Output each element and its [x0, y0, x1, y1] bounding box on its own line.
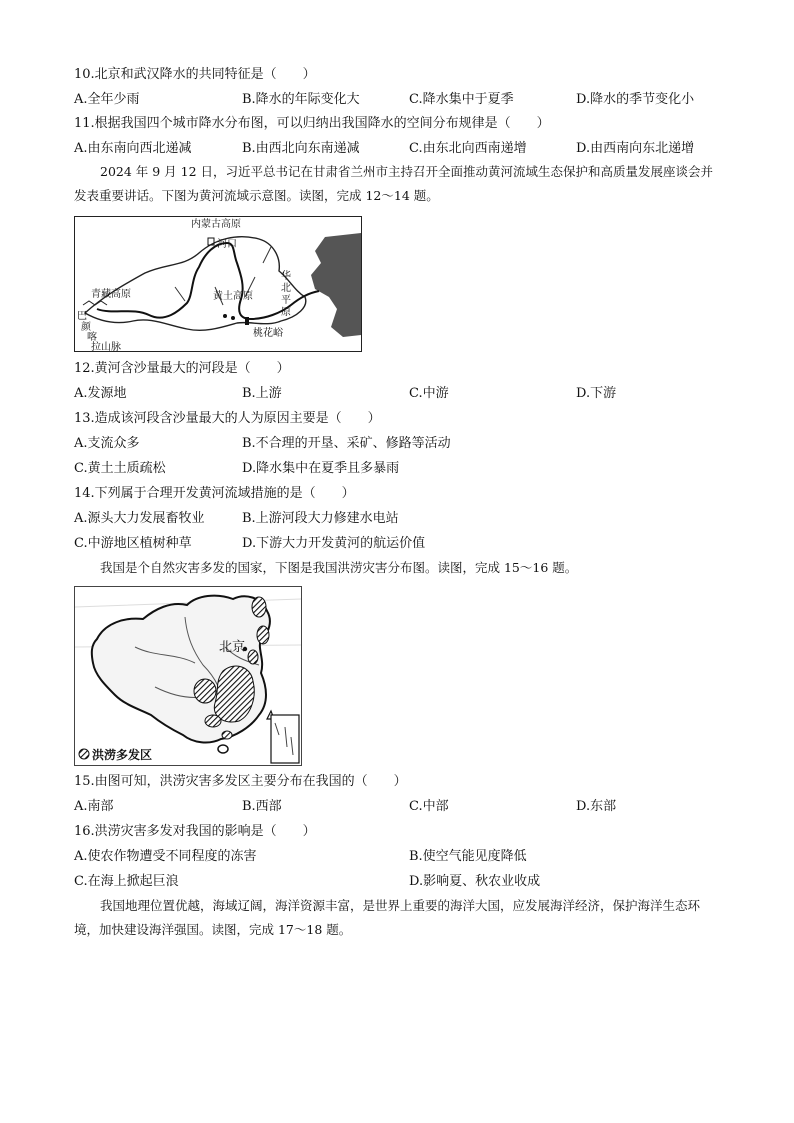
q16-option-c[interactable]: C.在海上掀起巨浪	[74, 874, 179, 889]
q13-option-c[interactable]: C.黄土土质疏松	[74, 461, 166, 476]
q11-option-c[interactable]: C.由东北向西南递增	[409, 141, 527, 156]
label-north-china-plain	[281, 269, 291, 318]
svg-text:颜: 颜	[81, 322, 91, 333]
passage-yellow-river: 2024 年 9 月 12 日，习近平总书记在甘肃省兰州市主持召开全面推动黄河流域生态保护和高质量发展座谈会并发表重要讲话。下图为黄河流域示意图。读图，完成 12～14 题。	[74, 164, 714, 203]
q14-option-b[interactable]: B.上游河段大力修建水电站	[242, 511, 399, 526]
q13-option-d[interactable]: D.降水集中在夏季且多暴雨	[242, 461, 400, 476]
q15-option-a[interactable]: A.南部	[74, 799, 114, 814]
label-loess: 黄土高原	[213, 291, 253, 302]
passage-ocean: 我国地理位置优越，海域辽阔，海洋资源丰富，是世界上重要的海洋大国，应发展海洋经济，保护海洋生态环境，加快建设海洋强国。读图，完成 17～18 题。	[74, 898, 701, 937]
label-qinghai-tibet: 青藏高原	[91, 289, 131, 300]
q12-option-d[interactable]: D.下游	[576, 386, 617, 401]
q12-option-c[interactable]: C.中游	[409, 386, 449, 401]
question-15-stem: 15.由图可知，洪涝灾害多发区主要分布在我国的（ ）	[74, 774, 407, 789]
q14-option-d[interactable]: D.下游大力开发黄河的航运价值	[242, 536, 426, 551]
q10-option-d[interactable]: D.降水的季节变化小	[576, 92, 695, 107]
label-inner-mongolia: 内蒙古高原	[191, 219, 241, 230]
question-11-stem: 11.根据我国四个城市降水分布图，可以归纳出我国降水的空间分布规律是（ ）	[74, 116, 550, 131]
svg-text:华: 华	[281, 271, 291, 282]
legend-flood-area: 洪涝多发区	[92, 748, 153, 762]
svg-text:拉山脉: 拉山脉	[91, 342, 121, 351]
label-hekou: 河口	[217, 239, 237, 250]
q16-option-b[interactable]: B.使空气能见度降低	[409, 849, 527, 864]
svg-text:平: 平	[281, 295, 291, 306]
q13-option-a[interactable]: A.支流众多	[74, 436, 140, 451]
q15-option-b[interactable]: B.西部	[242, 799, 282, 814]
label-taohuayu: 桃花峪	[253, 328, 283, 339]
q16-option-d[interactable]: D.影响夏、秋农业收成	[409, 874, 541, 889]
q10-option-b[interactable]: B.降水的年际变化大	[242, 92, 360, 107]
q11-option-a[interactable]: A.由东南向西北递减	[74, 141, 192, 156]
svg-text:喀: 喀	[87, 332, 97, 343]
q14-option-c[interactable]: C.中游地区植树种草	[74, 536, 192, 551]
label-beijing: 北京	[219, 640, 246, 655]
svg-text:巴: 巴	[77, 311, 87, 322]
q15-option-c[interactable]: C.中部	[409, 799, 449, 814]
q13-option-b[interactable]: B.不合理的开垦、采矿、修路等活动	[242, 436, 451, 451]
q12-option-a[interactable]: A.发源地	[74, 386, 127, 401]
q15-option-d[interactable]: D.东部	[576, 799, 617, 814]
q12-option-b[interactable]: B.上游	[242, 386, 282, 401]
question-16-stem: 16.洪涝灾害多发对我国的影响是（ ）	[74, 824, 316, 839]
passage-flood: 我国是个自然灾害多发的国家，下图是我国洪涝灾害分布图。读图，完成 15～16 题。	[100, 560, 578, 575]
label-bayan-har	[77, 310, 121, 351]
flood-map	[74, 586, 302, 766]
yellow-river-map	[74, 216, 362, 352]
q14-option-a[interactable]: A.源头大力发展畜牧业	[74, 511, 205, 526]
question-13-stem: 13.造成该河段含沙量最大的人为原因主要是（ ）	[74, 411, 381, 426]
svg-text:北: 北	[281, 283, 291, 294]
question-10-stem: 10.北京和武汉降水的共同特征是（ ）	[74, 67, 316, 82]
svg-text:原: 原	[281, 307, 291, 318]
q10-option-a[interactable]: A.全年少雨	[74, 92, 140, 107]
question-12-stem: 12.黄河含沙量最大的河段是（ ）	[74, 361, 290, 376]
q11-option-b[interactable]: B.由西北向东南递减	[242, 141, 360, 156]
q10-option-c[interactable]: C.降水集中于夏季	[409, 92, 514, 107]
q11-option-d[interactable]: D.由西南向东北递增	[576, 141, 695, 156]
q16-option-a[interactable]: A.使农作物遭受不同程度的冻害	[74, 849, 257, 864]
question-14-stem: 14.下列属于合理开发黄河流域措施的是（ ）	[74, 486, 355, 501]
